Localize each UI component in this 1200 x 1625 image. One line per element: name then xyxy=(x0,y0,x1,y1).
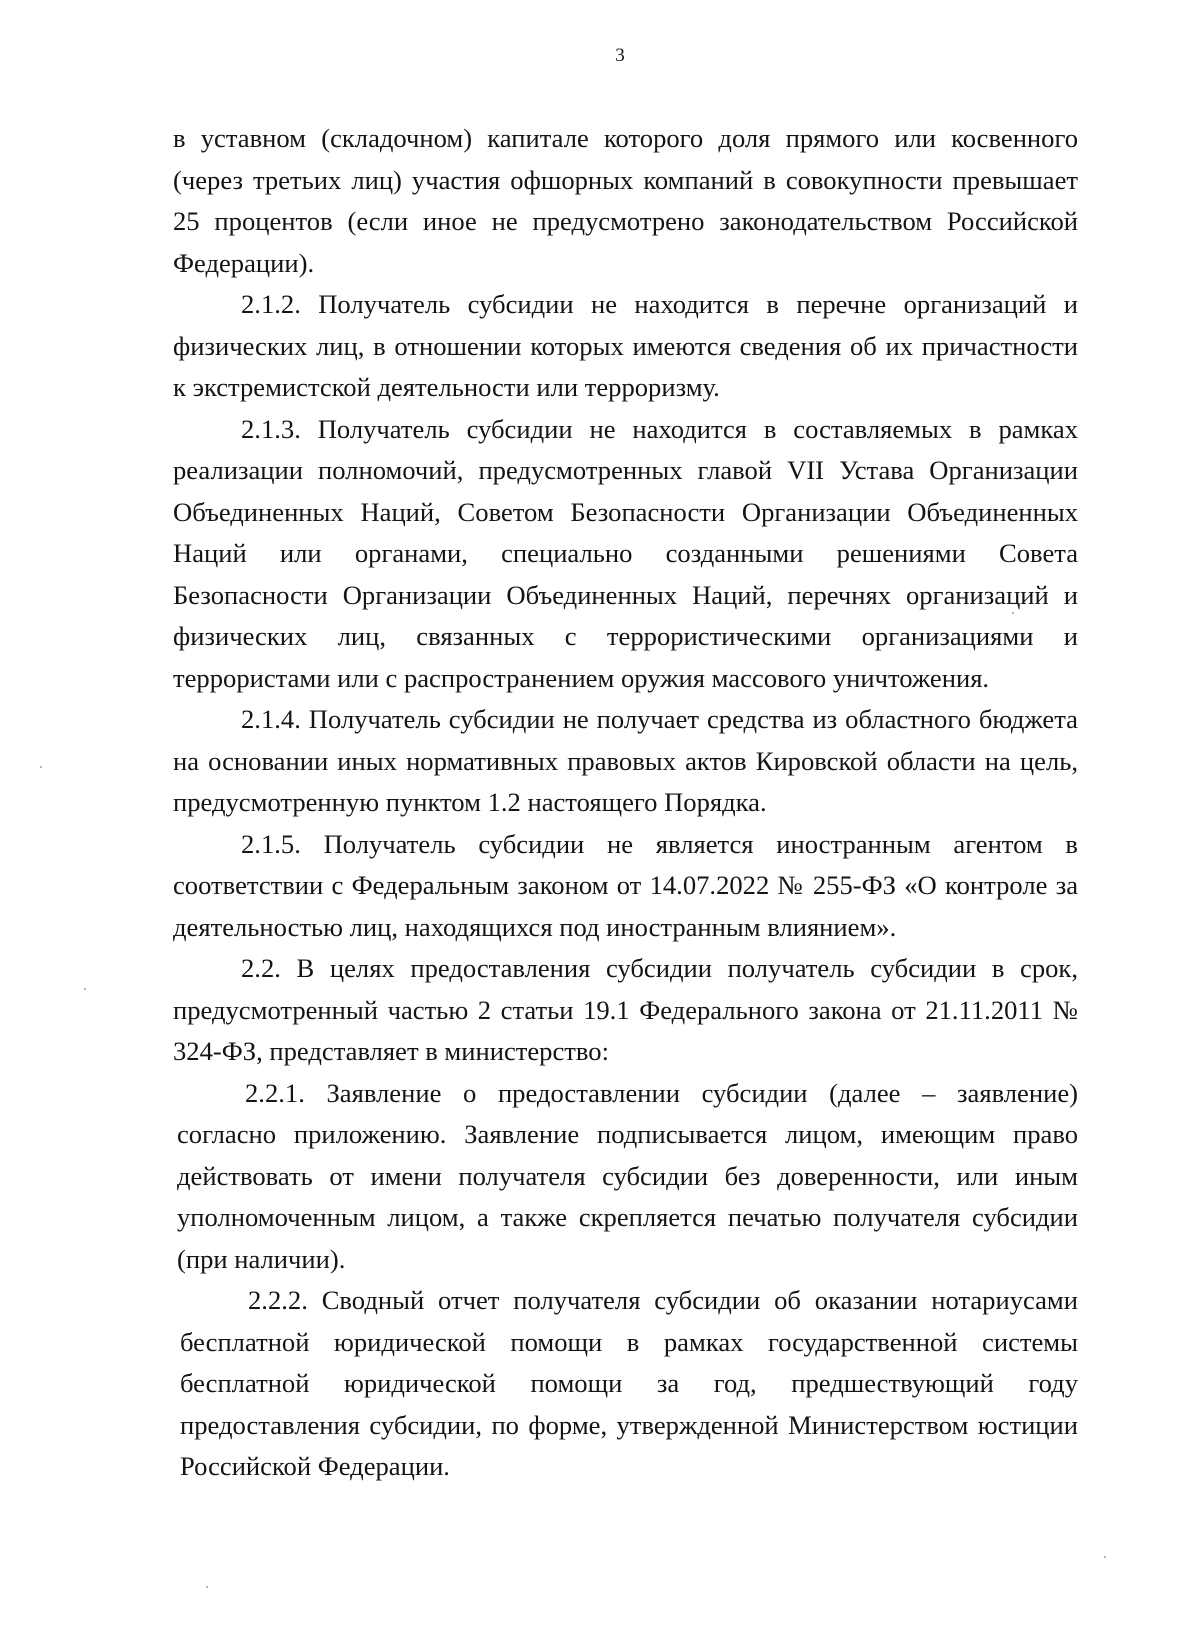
paragraph-2-1-3: 2.1.3. Получатель субсидии не находится в составляемых в рамках реализации полномочий, предусмотренных главой VII Устава Организации Объединенных Наций, Советом Безопасности Организации Объединенных Наций или органами, специально созданными решениями Совета Безопасности Организации Объединенных Наций, перечнях организаций и физических лиц, связанных с террористическими организациями и террористами или с распространением оружия массового уничтожения. xyxy=(173,413,1078,693)
scan-speck xyxy=(40,766,42,768)
scan-speck xyxy=(1012,612,1014,614)
scan-speck xyxy=(84,988,86,990)
page-number: 3 xyxy=(615,45,625,66)
paragraph-2-1-2: 2.1.2. Получатель субсидии не находится в перечне организаций и физических лиц, в отношении которых имеются сведения об их причастности к экстремистской деятельности или терроризму. xyxy=(173,289,1078,402)
paragraph-2-1-5: 2.1.5. Получатель субсидии не является иностранным агентом в соответствии с Федеральным законом от 14.07.2022 № 255-ФЗ «О контроле за деятельностью лиц, находящихся под иностранным влиянием». xyxy=(173,828,1078,942)
paragraph-2-2: 2.2. В целях предоставления субсидии получатель субсидии в срок, предусмотренный частью 2 статьи 19.1 Федерального закона от 21.11.2011 № 324-ФЗ, представляет в министерство: xyxy=(173,953,1078,1066)
scan-speck xyxy=(1104,1556,1106,1558)
paragraph-2-1-4: 2.1.4. Получатель субсидии не получает средства из областного бюджета на основании иных нормативных правовых актов Кировской области на цель, предусмотренную пунктом 1.2 настоящего Порядка. xyxy=(173,704,1078,817)
scan-speck xyxy=(206,1586,208,1588)
paragraph-2-2-1: 2.2.1. Заявление о предоставлении субсидии (далее – заявление) согласно приложению. Заявление подписывается лицом, имеющим право действовать от имени получателя субсидии без доверенности, или иным уполномоченным лицом, а также скрепляется печатью получателя субсидии (при наличии). xyxy=(177,1077,1078,1274)
paragraph-2-2-2: 2.2.2. Сводный отчет получателя субсидии об оказании нотариусами бесплатной юридической помощи в рамках государственной системы бесплатной юридической помощи за год, предшествующий году предоставления субсидии, по форме, утвержденной Министерством юстиции Российской Федерации. xyxy=(180,1285,1078,1481)
document-body xyxy=(173,118,1078,1488)
paragraph-continuation: в уставном (складочном) капитале которого доля прямого или косвенного (через третьих лиц) участия офшорных компаний в совокупности превышает 25 процентов (если иное не предусмотрено законодательством Российской Федерации). xyxy=(173,123,1078,278)
